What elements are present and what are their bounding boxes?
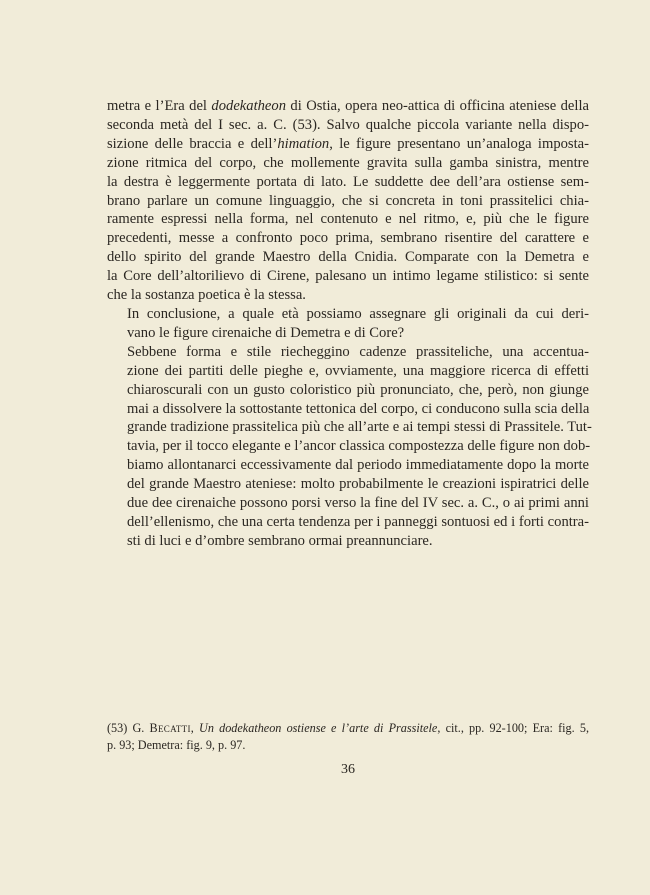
text-run: p. 93; Demetra: fig. 9, p. 97. — [107, 737, 246, 752]
text-run: ramente espressi nella forma, nel contenuto e nel ritmo, e, più che le figure — [107, 211, 589, 228]
text-line — [107, 343, 589, 362]
text-run: dello spirito del grande Maestro della Cnidia. Comparate con la Demetra e — [107, 249, 589, 266]
text-run: zione dei partiti delle pieghe e, ovviamente, una maggiore ricerca di effetti — [127, 362, 589, 379]
italic-run: dodekatheon — [211, 98, 286, 114]
text-line — [107, 737, 589, 754]
italic-run: Un dodekatheon ostiense e l’arte di Prassitele — [199, 721, 438, 735]
text-line — [107, 135, 589, 154]
text-line — [107, 437, 589, 456]
text-run: mai a dissolvere la sottostante tettonica del corpo, ci conducono sulla scia della — [127, 400, 590, 417]
text-run: chiaroscurali con un gusto coloristico più pronunciato, che, però, non giunge — [127, 381, 589, 398]
paragraph — [107, 305, 589, 343]
text-run: sti di luci e d’ombre sembrano ormai preannunciare. — [127, 532, 433, 549]
footnote-53 — [107, 720, 589, 753]
text-line — [107, 267, 589, 286]
text-line — [107, 494, 589, 513]
text-line — [107, 97, 589, 116]
text-run: , le figure presentano un’analoga imposta- — [329, 135, 589, 152]
text-line — [107, 381, 589, 400]
text-line — [107, 210, 589, 229]
text-run: , — [190, 721, 200, 735]
text-run: che la sostanza poetica è la stessa. — [107, 287, 306, 304]
text-line — [107, 324, 589, 343]
text-run: la destra è leggermente portata di lato. Le suddette dee dell’ara ostiense sem- — [107, 173, 589, 190]
text-line — [107, 286, 589, 305]
text-run: metra e l’Era del — [107, 98, 212, 114]
text-run: biamo allontanarci eccessivamente dal periodo immediatamente dopo la morte — [127, 457, 589, 474]
text-run: dell’ellenismo, che una certa tendenza per i panneggi sontuosi ed i forti contra- — [127, 513, 589, 530]
text-run: vano le figure cirenaiche di Demetra e di Core? — [127, 324, 405, 341]
text-run: di Ostia, opera neo-attica di officina ateniese della — [286, 98, 589, 114]
text-line — [107, 400, 589, 419]
text-line — [107, 116, 589, 135]
text-line — [107, 173, 589, 192]
page-number: 36 — [341, 762, 355, 777]
text-run: (53) G. — [107, 721, 150, 735]
text-run: sizione delle braccia e dell’ — [107, 135, 278, 152]
text-line — [107, 305, 589, 324]
text-run: del grande Maestro ateniese: molto probabilmente le creazioni ispiratrici delle — [127, 476, 589, 493]
text-run: , cit., pp. 92-100; Era: fig. 5, — [437, 721, 590, 735]
text-run: grande tradizione prassitelica più che all’arte e ai tempi stessi di Prassitele. Tut- — [127, 419, 592, 436]
text-run: Sebbene forma e stile riecheggino cadenze prassiteliche, una accentua- — [127, 343, 589, 360]
text-run: brano parlare un comune linguaggio, che si concreta in toni prassitelici chia- — [107, 192, 589, 209]
text-line — [107, 720, 589, 737]
text-run: In conclusione, a quale età possiamo assegnare gli originali da cui deri- — [127, 305, 589, 322]
text-run: precedenti, messe a confronto poco prima, sembrano risentire del carattere e — [107, 230, 589, 247]
paragraph — [107, 97, 589, 305]
text-line — [107, 418, 592, 437]
text-run: la Core dell’altorilievo di Cirene, palesano un intimo legame stilistico: si sente — [107, 268, 589, 285]
body-text — [107, 97, 592, 551]
text-line — [107, 192, 589, 211]
text-line — [107, 456, 589, 475]
italic-run: himation — [277, 135, 330, 152]
text-line — [107, 154, 589, 173]
text-line — [107, 248, 589, 267]
text-line — [107, 362, 589, 381]
text-line — [107, 532, 589, 551]
text-run: due dee cirenaiche possono porsi verso la fine del IV sec. a. C., o ai primi anni — [127, 495, 589, 512]
text-run: seconda metà del I sec. a. C. (53). Salvo qualche piccola variante nella dispo- — [107, 116, 589, 133]
text-line — [107, 475, 589, 494]
text-run: zione ritmica del corpo, che mollemente gravita sulla gamba sinistra, mentre — [107, 154, 589, 171]
text-line — [107, 229, 589, 248]
paragraph — [107, 343, 592, 551]
text-line — [107, 513, 589, 532]
text-run: tavia, per il tocco elegante e l’ancor classica compostezza delle figure non dob- — [127, 438, 591, 455]
author-name: Becatti — [149, 721, 191, 735]
